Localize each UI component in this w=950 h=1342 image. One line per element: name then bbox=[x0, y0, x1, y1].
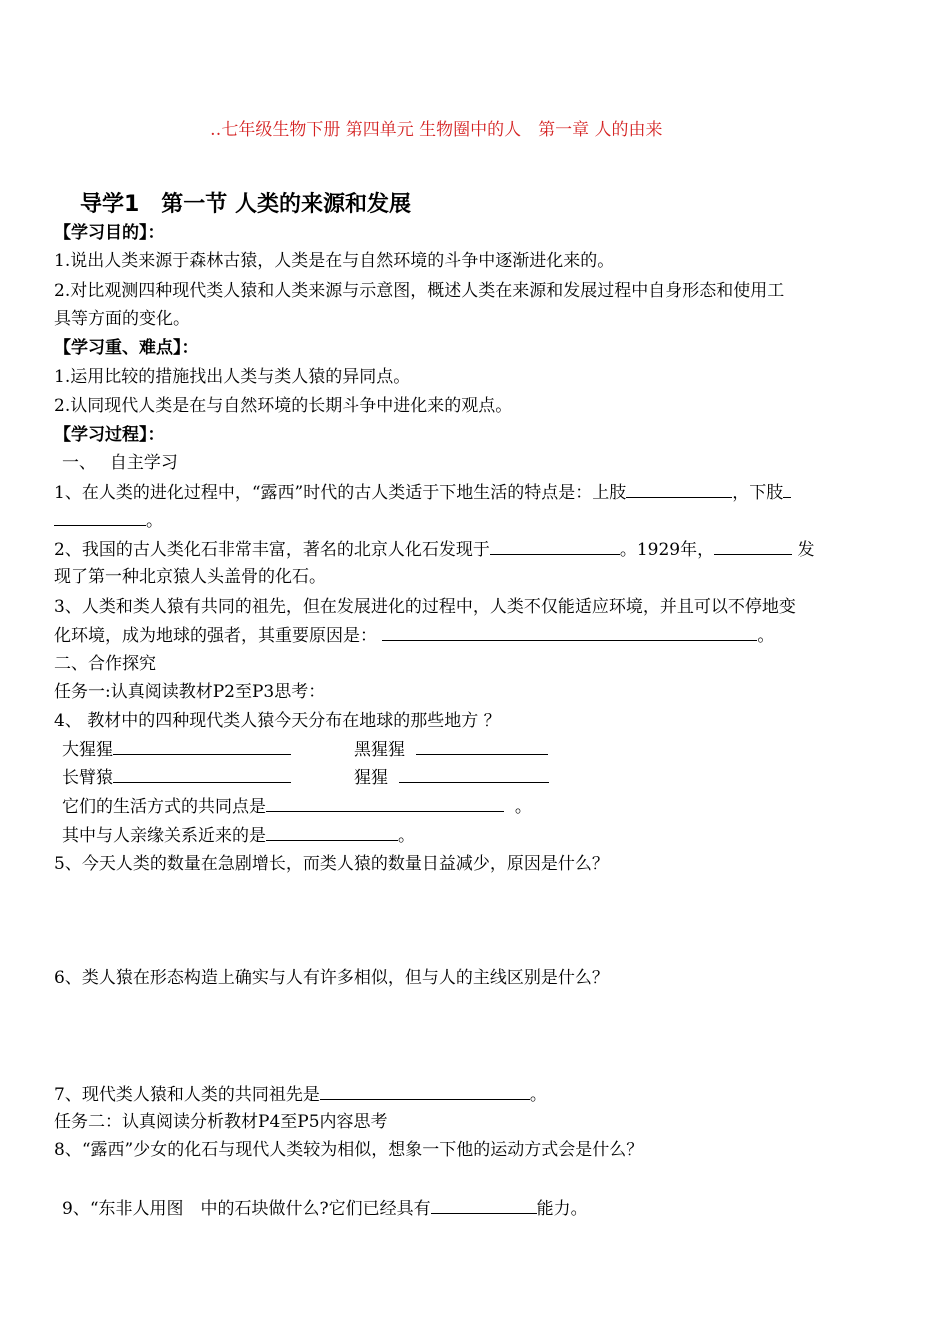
answer-blank[interactable] bbox=[320, 1082, 530, 1100]
section-cooperation: 二、合作探究 bbox=[54, 654, 156, 674]
goal-item: 具等方面的变化。 bbox=[54, 309, 190, 329]
answer-blank[interactable] bbox=[714, 537, 792, 555]
process-heading: 【学习过程】： bbox=[54, 425, 165, 445]
question-2-cont: 现了第一种北京猿人头盖骨的化石。 bbox=[54, 567, 326, 587]
question-2: 2、我国的古人类化石非常丰富，著名的北京人化石发现于 。1929年， 发 bbox=[54, 537, 815, 562]
answer-blank[interactable] bbox=[490, 537, 620, 555]
answer-blank[interactable] bbox=[431, 1196, 537, 1214]
question-1: 1、在人类的进化过程中，“露西”时代的古人类适于下地生活的特点是：上肢 ，下肢 bbox=[54, 480, 791, 505]
answer-blank[interactable] bbox=[113, 765, 291, 783]
question-3-cont: 化环境，成为地球的强者，其重要原因是： 。 bbox=[54, 623, 774, 648]
keypoint-item: 2.认同现代人类是在与自然环境的长期斗争中进化来的观点。 bbox=[54, 396, 513, 416]
task-1: 任务一:认真阅读教材P2至P3思考： bbox=[54, 682, 326, 702]
goal-item: 2.对比观测四种现代类人猿和人类来源与示意图，概述人类在来源和发展过程中自身形态和使用工 bbox=[54, 281, 785, 301]
answer-blank[interactable] bbox=[54, 508, 146, 526]
ape-gorilla: 大猩猩 bbox=[62, 737, 291, 762]
answer-blank[interactable] bbox=[266, 794, 504, 812]
goal-item: 1.说出人类来源于森林古猿，人类是在与自然环境的斗争中逐渐进化来的。 bbox=[54, 251, 615, 271]
keypoints-heading: 【学习重、难点】： bbox=[54, 338, 199, 358]
section-self-study: 一、 自主学习 bbox=[62, 453, 178, 473]
question-9: 9、“东非人用图 中的石块做什么?它们已经具有 能力。 bbox=[62, 1196, 588, 1221]
answer-blank[interactable] bbox=[416, 737, 548, 755]
question-8: 8、“露西”少女的化石与现代人类较为相似，想象一下他的运动方式会是什么？ bbox=[54, 1140, 644, 1160]
answer-blank[interactable] bbox=[399, 765, 549, 783]
keypoint-item: 1.运用比较的措施找出人类与类人猿的异同点。 bbox=[54, 367, 411, 387]
question-4: 4、 教材中的四种现代类人猿今天分布在地球的那些地方 ？ bbox=[54, 711, 501, 731]
ape-orangutan: 猩猩 bbox=[354, 765, 549, 790]
answer-blank[interactable] bbox=[382, 623, 757, 641]
ape-gibbon: 长臂猿 bbox=[62, 765, 291, 790]
page-title: 导学1 第一节 人类的来源和发展 bbox=[80, 192, 411, 217]
question-6: 6、类人猿在形态构造上确实与人有许多相似，但与人的主线区别是什么？ bbox=[54, 968, 609, 988]
question-7: 7、现代类人猿和人类的共同祖先是 。 bbox=[54, 1082, 547, 1107]
answer-blank[interactable] bbox=[626, 480, 732, 498]
question-3: 3、人类和类人猿有共同的祖先，但在发展进化的过程中，人类不仅能适应环境，并且可以不停地变 bbox=[54, 597, 796, 617]
task-2: 任务二：认真阅读分析教材P4至P5内容思考 bbox=[54, 1112, 388, 1132]
question-1-cont: 。 bbox=[54, 508, 163, 533]
closest-relative: 其中与人亲缘关系近来的是 。 bbox=[62, 823, 415, 848]
goals-heading: 【学习目的】： bbox=[54, 223, 165, 243]
answer-blank[interactable] bbox=[783, 480, 791, 498]
question-5: 5、今天人类的数量在急剧增长，而类人猿的数量日益减少，原因是什么？ bbox=[54, 854, 609, 874]
answer-blank[interactable] bbox=[113, 737, 291, 755]
answer-blank[interactable] bbox=[266, 823, 398, 841]
page-header: ‥七年级生物下册 第四单元 生物圈中的人 第一章 人的由来 bbox=[210, 120, 663, 140]
common-lifestyle: 它们的生活方式的共同点是 。 bbox=[62, 794, 532, 819]
ape-chimpanzee: 黑猩猩 bbox=[354, 737, 548, 762]
